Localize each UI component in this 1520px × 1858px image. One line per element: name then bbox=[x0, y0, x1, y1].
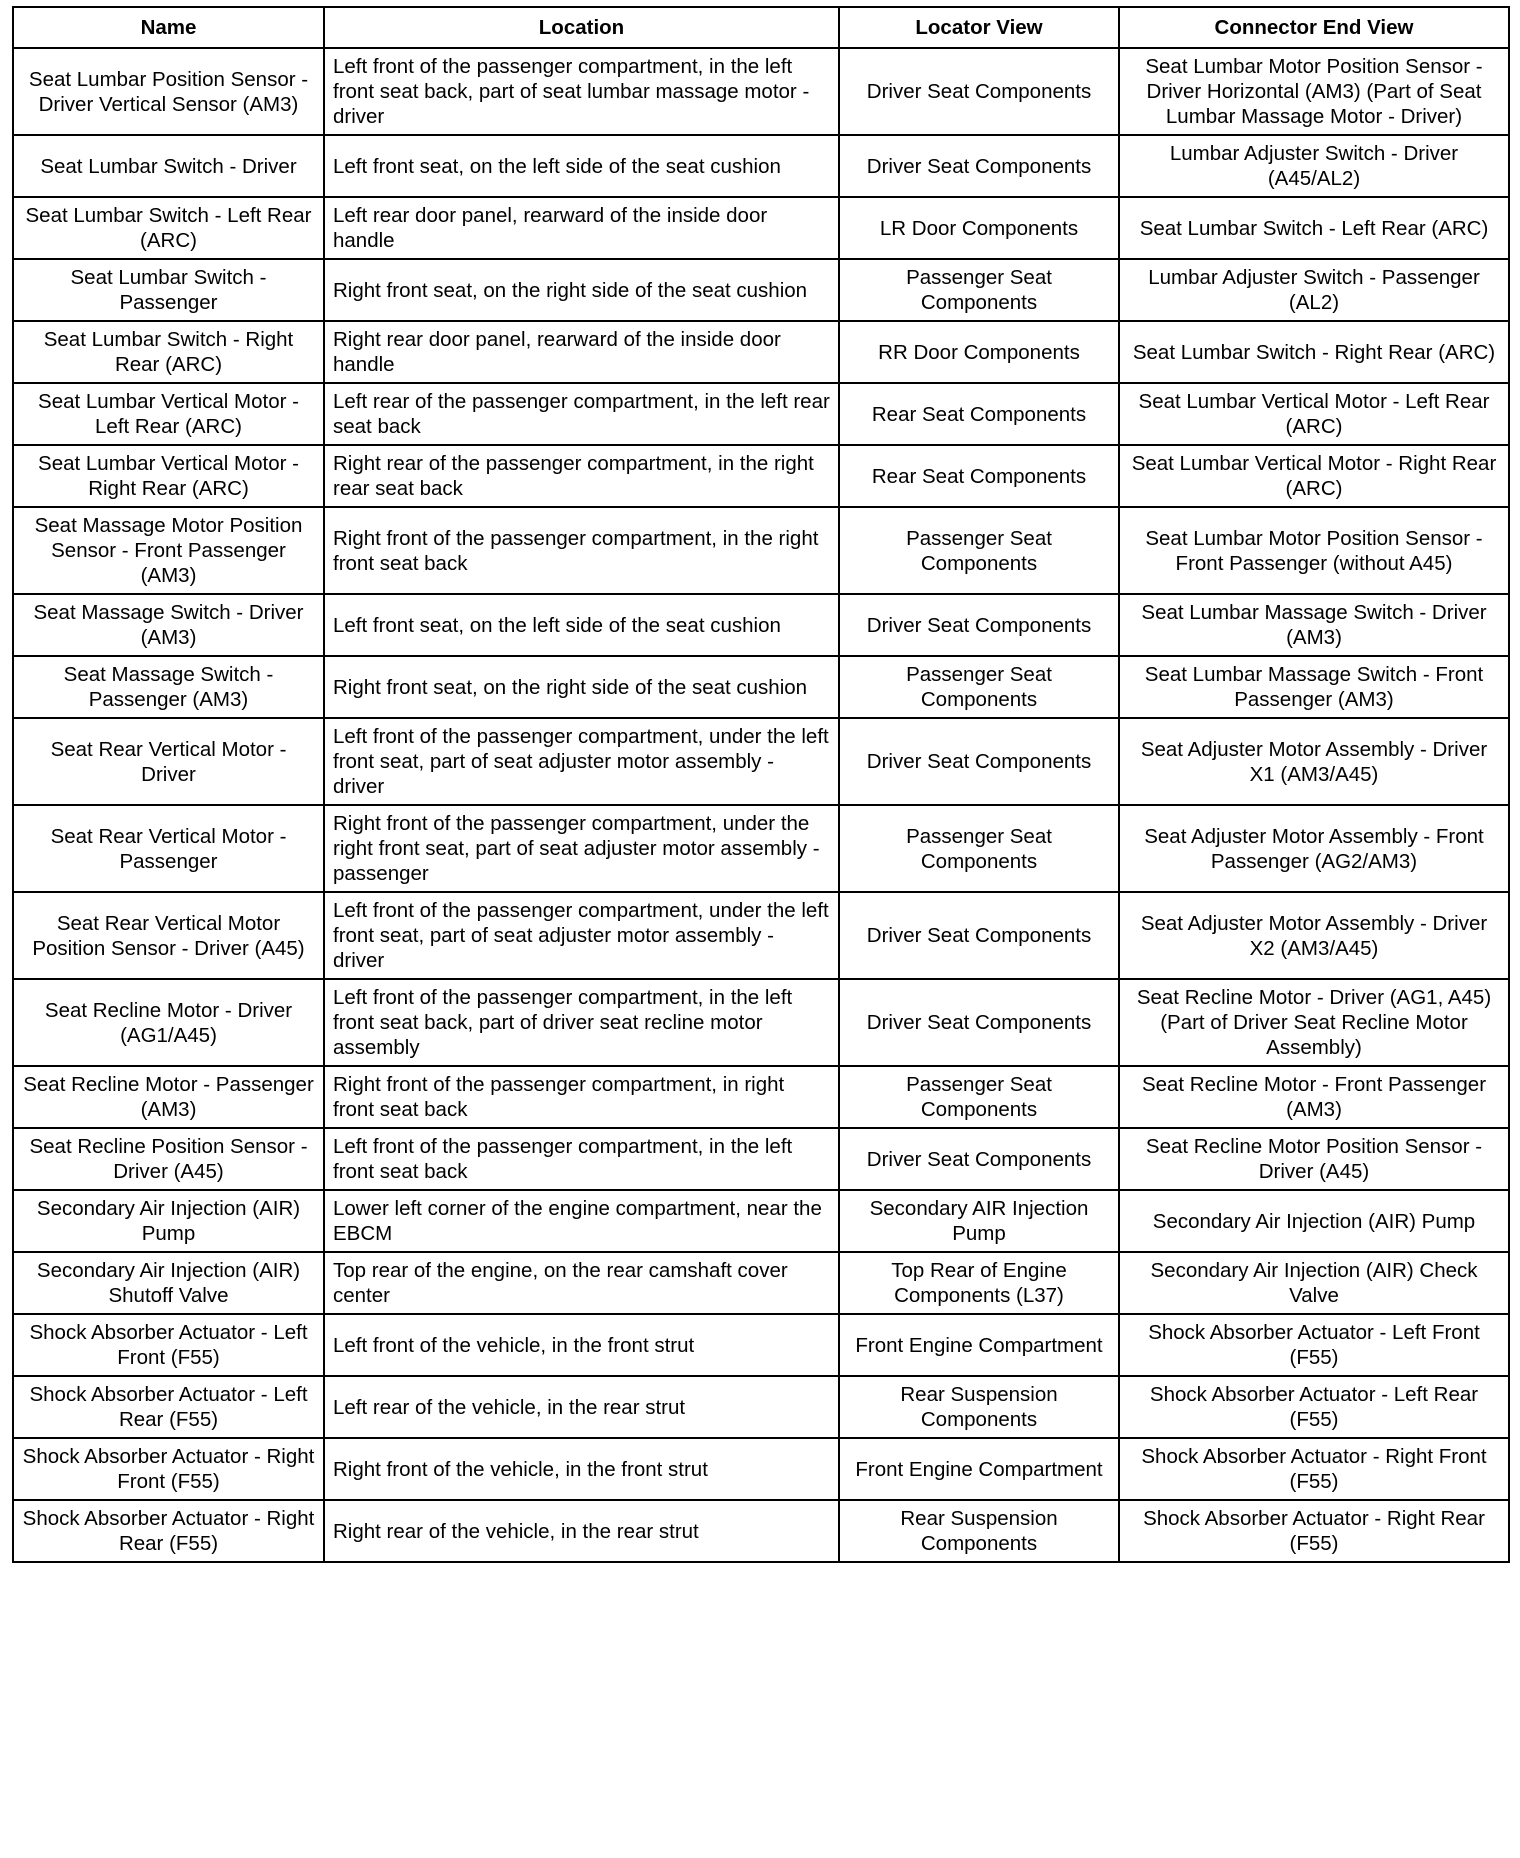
table-header bbox=[13, 7, 1509, 48]
cell-locator-view: Front Engine Compartment bbox=[839, 1438, 1119, 1500]
cell-connector-end-view: Lumbar Adjuster Switch - Driver (A45/AL2) bbox=[1119, 135, 1509, 197]
cell-locator-view: Passenger Seat Components bbox=[839, 805, 1119, 892]
cell-name: Shock Absorber Actuator - Left Front (F55) bbox=[13, 1314, 324, 1376]
cell-location: Right front seat, on the right side of the seat cushion bbox=[324, 656, 839, 718]
cell-connector-end-view: Seat Adjuster Motor Assembly - Driver X2 (AM3/A45) bbox=[1119, 892, 1509, 979]
cell-connector-end-view: Seat Recline Motor - Front Passenger (AM3) bbox=[1119, 1066, 1509, 1128]
cell-connector-end-view: Seat Adjuster Motor Assembly - Driver X1 (AM3/A45) bbox=[1119, 718, 1509, 805]
cell-location: Right front of the passenger compartment, in right front seat back bbox=[324, 1066, 839, 1128]
cell-locator-view: Rear Seat Components bbox=[839, 383, 1119, 445]
table-row bbox=[13, 594, 1509, 656]
cell-name: Seat Massage Switch - Passenger (AM3) bbox=[13, 656, 324, 718]
table-row bbox=[13, 979, 1509, 1066]
cell-location: Left front seat, on the left side of the seat cushion bbox=[324, 135, 839, 197]
cell-locator-view: Passenger Seat Components bbox=[839, 656, 1119, 718]
table-row bbox=[13, 656, 1509, 718]
table-row bbox=[13, 135, 1509, 197]
cell-locator-view: Driver Seat Components bbox=[839, 48, 1119, 135]
cell-location: Left rear of the passenger compartment, in the left rear seat back bbox=[324, 383, 839, 445]
cell-locator-view: Passenger Seat Components bbox=[839, 1066, 1119, 1128]
cell-name: Shock Absorber Actuator - Right Front (F55) bbox=[13, 1438, 324, 1500]
cell-location: Right rear of the vehicle, in the rear strut bbox=[324, 1500, 839, 1562]
cell-connector-end-view: Seat Lumbar Motor Position Sensor - Driver Horizontal (AM3) (Part of Seat Lumbar Massage Motor - Driver) bbox=[1119, 48, 1509, 135]
cell-name: Seat Lumbar Position Sensor - Driver Vertical Sensor (AM3) bbox=[13, 48, 324, 135]
cell-name: Seat Recline Motor - Driver (AG1/A45) bbox=[13, 979, 324, 1066]
cell-connector-end-view: Seat Lumbar Massage Switch - Front Passenger (AM3) bbox=[1119, 656, 1509, 718]
cell-locator-view: Top Rear of Engine Components (L37) bbox=[839, 1252, 1119, 1314]
table-row bbox=[13, 1128, 1509, 1190]
column-header-locator-view: Locator View bbox=[839, 7, 1119, 48]
table-row bbox=[13, 259, 1509, 321]
cell-name: Seat Lumbar Switch - Right Rear (ARC) bbox=[13, 321, 324, 383]
cell-name: Seat Massage Motor Position Sensor - Front Passenger (AM3) bbox=[13, 507, 324, 594]
cell-location: Right front of the passenger compartment, in the right front seat back bbox=[324, 507, 839, 594]
table-row bbox=[13, 1500, 1509, 1562]
cell-connector-end-view: Shock Absorber Actuator - Left Rear (F55) bbox=[1119, 1376, 1509, 1438]
cell-location: Right front of the passenger compartment, under the right front seat, part of seat adjuster motor assembly - passenger bbox=[324, 805, 839, 892]
cell-location: Right front seat, on the right side of the seat cushion bbox=[324, 259, 839, 321]
cell-name: Seat Rear Vertical Motor - Passenger bbox=[13, 805, 324, 892]
cell-name: Seat Lumbar Switch - Driver bbox=[13, 135, 324, 197]
cell-name: Shock Absorber Actuator - Right Rear (F55) bbox=[13, 1500, 324, 1562]
table-header-row bbox=[13, 7, 1509, 48]
table-row bbox=[13, 1252, 1509, 1314]
cell-locator-view: Driver Seat Components bbox=[839, 1128, 1119, 1190]
cell-name: Shock Absorber Actuator - Left Rear (F55) bbox=[13, 1376, 324, 1438]
table-row bbox=[13, 197, 1509, 259]
cell-connector-end-view: Shock Absorber Actuator - Left Front (F55) bbox=[1119, 1314, 1509, 1376]
table-row bbox=[13, 1438, 1509, 1500]
cell-name: Secondary Air Injection (AIR) Shutoff Valve bbox=[13, 1252, 324, 1314]
table-row bbox=[13, 48, 1509, 135]
table-row bbox=[13, 1190, 1509, 1252]
table-row bbox=[13, 718, 1509, 805]
table-body bbox=[13, 48, 1509, 1562]
cell-connector-end-view: Seat Lumbar Switch - Right Rear (ARC) bbox=[1119, 321, 1509, 383]
cell-location: Right rear of the passenger compartment, in the right rear seat back bbox=[324, 445, 839, 507]
cell-name: Seat Lumbar Switch - Passenger bbox=[13, 259, 324, 321]
cell-locator-view: Front Engine Compartment bbox=[839, 1314, 1119, 1376]
cell-name: Seat Recline Motor - Passenger (AM3) bbox=[13, 1066, 324, 1128]
cell-name: Seat Lumbar Vertical Motor - Left Rear (ARC) bbox=[13, 383, 324, 445]
cell-locator-view: Driver Seat Components bbox=[839, 718, 1119, 805]
cell-location: Left rear of the vehicle, in the rear strut bbox=[324, 1376, 839, 1438]
cell-locator-view: Driver Seat Components bbox=[839, 892, 1119, 979]
table-row bbox=[13, 1376, 1509, 1438]
cell-name: Seat Massage Switch - Driver (AM3) bbox=[13, 594, 324, 656]
cell-name: Seat Lumbar Vertical Motor - Right Rear (ARC) bbox=[13, 445, 324, 507]
cell-locator-view: Driver Seat Components bbox=[839, 979, 1119, 1066]
table-row bbox=[13, 892, 1509, 979]
cell-connector-end-view: Seat Adjuster Motor Assembly - Front Passenger (AG2/AM3) bbox=[1119, 805, 1509, 892]
cell-connector-end-view: Secondary Air Injection (AIR) Pump bbox=[1119, 1190, 1509, 1252]
cell-connector-end-view: Shock Absorber Actuator - Right Front (F55) bbox=[1119, 1438, 1509, 1500]
cell-location: Left front of the passenger compartment, under the left front seat, part of seat adjuster motor assembly - driver bbox=[324, 892, 839, 979]
cell-location: Left front of the passenger compartment, under the left front seat, part of seat adjuster motor assembly - driver bbox=[324, 718, 839, 805]
cell-location: Left front of the vehicle, in the front strut bbox=[324, 1314, 839, 1376]
cell-connector-end-view: Lumbar Adjuster Switch - Passenger (AL2) bbox=[1119, 259, 1509, 321]
table-row bbox=[13, 1314, 1509, 1376]
table-row bbox=[13, 805, 1509, 892]
cell-connector-end-view: Seat Recline Motor Position Sensor - Driver (A45) bbox=[1119, 1128, 1509, 1190]
cell-name: Seat Rear Vertical Motor - Driver bbox=[13, 718, 324, 805]
cell-location: Left front of the passenger compartment, in the left front seat back bbox=[324, 1128, 839, 1190]
cell-location: Right front of the vehicle, in the front strut bbox=[324, 1438, 839, 1500]
cell-connector-end-view: Seat Lumbar Motor Position Sensor - Front Passenger (without A45) bbox=[1119, 507, 1509, 594]
table-row bbox=[13, 507, 1509, 594]
cell-location: Left rear door panel, rearward of the inside door handle bbox=[324, 197, 839, 259]
cell-locator-view: Passenger Seat Components bbox=[839, 507, 1119, 594]
cell-locator-view: Secondary AIR Injection Pump bbox=[839, 1190, 1119, 1252]
cell-locator-view: Passenger Seat Components bbox=[839, 259, 1119, 321]
cell-locator-view: Rear Seat Components bbox=[839, 445, 1119, 507]
cell-connector-end-view: Seat Lumbar Vertical Motor - Left Rear (ARC) bbox=[1119, 383, 1509, 445]
cell-locator-view: Rear Suspension Components bbox=[839, 1376, 1119, 1438]
cell-connector-end-view: Seat Lumbar Switch - Left Rear (ARC) bbox=[1119, 197, 1509, 259]
table-row bbox=[13, 445, 1509, 507]
cell-location: Left front seat, on the left side of the seat cushion bbox=[324, 594, 839, 656]
table-row bbox=[13, 1066, 1509, 1128]
table-row bbox=[13, 321, 1509, 383]
cell-location: Left front of the passenger compartment, in the left front seat back, part of seat lumbar massage motor - driver bbox=[324, 48, 839, 135]
cell-locator-view: Driver Seat Components bbox=[839, 135, 1119, 197]
cell-location: Top rear of the engine, on the rear camshaft cover center bbox=[324, 1252, 839, 1314]
column-header-connector-end-view: Connector End View bbox=[1119, 7, 1509, 48]
cell-name: Seat Rear Vertical Motor Position Sensor - Driver (A45) bbox=[13, 892, 324, 979]
cell-location: Lower left corner of the engine compartment, near the EBCM bbox=[324, 1190, 839, 1252]
column-header-location: Location bbox=[324, 7, 839, 48]
cell-locator-view: LR Door Components bbox=[839, 197, 1119, 259]
cell-connector-end-view: Secondary Air Injection (AIR) Check Valve bbox=[1119, 1252, 1509, 1314]
cell-locator-view: Driver Seat Components bbox=[839, 594, 1119, 656]
cell-connector-end-view: Shock Absorber Actuator - Right Rear (F55) bbox=[1119, 1500, 1509, 1562]
cell-location: Left front of the passenger compartment, in the left front seat back, part of driver seat recline motor assembly bbox=[324, 979, 839, 1066]
cell-name: Seat Lumbar Switch - Left Rear (ARC) bbox=[13, 197, 324, 259]
cell-name: Seat Recline Position Sensor - Driver (A45) bbox=[13, 1128, 324, 1190]
cell-connector-end-view: Seat Lumbar Massage Switch - Driver (AM3) bbox=[1119, 594, 1509, 656]
cell-name: Secondary Air Injection (AIR) Pump bbox=[13, 1190, 324, 1252]
cell-connector-end-view: Seat Recline Motor - Driver (AG1, A45) (Part of Driver Seat Recline Motor Assembly) bbox=[1119, 979, 1509, 1066]
cell-location: Right rear door panel, rearward of the inside door handle bbox=[324, 321, 839, 383]
column-header-name: Name bbox=[13, 7, 324, 48]
table-row bbox=[13, 383, 1509, 445]
component-location-table bbox=[12, 6, 1510, 1563]
cell-connector-end-view: Seat Lumbar Vertical Motor - Right Rear (ARC) bbox=[1119, 445, 1509, 507]
cell-locator-view: RR Door Components bbox=[839, 321, 1119, 383]
cell-locator-view: Rear Suspension Components bbox=[839, 1500, 1119, 1562]
